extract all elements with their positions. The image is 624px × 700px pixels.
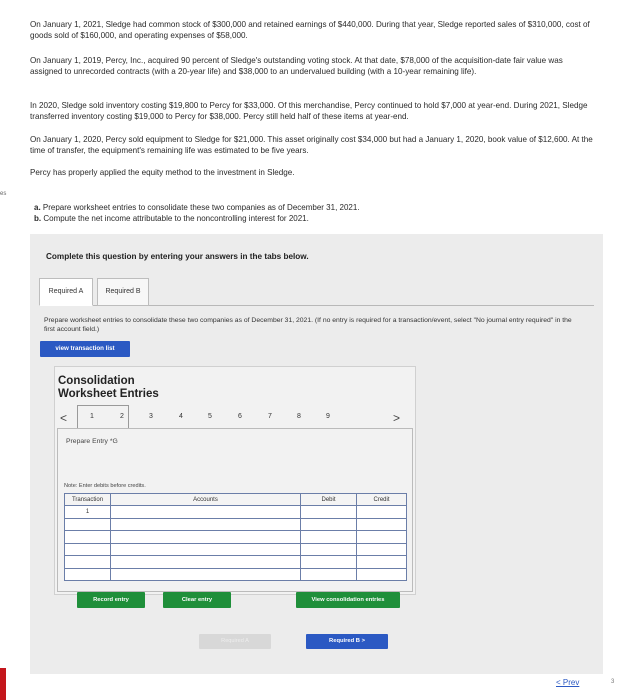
table-row: [65, 506, 407, 519]
side-stub-text: es: [0, 191, 7, 197]
page-3[interactable]: 3: [149, 413, 153, 420]
page-1[interactable]: 1: [90, 413, 94, 420]
entry-form: [57, 428, 413, 592]
transaction-cell: [65, 556, 111, 569]
worksheet-title-line2: Worksheet Entries: [58, 387, 159, 400]
credit-input[interactable]: [357, 518, 407, 531]
task-b: [34, 213, 360, 224]
account-input[interactable]: [111, 556, 301, 569]
task-a-label: a.: [34, 203, 41, 212]
next-chevron-icon: >: [361, 638, 365, 644]
journal-header-row: [65, 494, 407, 506]
transaction-cell: [65, 518, 111, 531]
journal-table: [64, 493, 407, 581]
problem-paragraph-3: In 2020, Sledge sold inventory costing $19,800 to Percy for $33,000. Of this merchandise, Percy continued to hold $7,000 at year-end. During 2021, Sledge transferred inventory costing $19,000 to Percy for $38,000. Percy still held half of these items at year-end.: [30, 101, 588, 121]
page-2[interactable]: 2: [120, 413, 124, 420]
required-tabs: [39, 278, 594, 306]
worksheet-entries-widget: [54, 366, 416, 595]
prev-entry-arrow-icon[interactable]: <: [60, 411, 68, 425]
task-b-text: Compute the net income attributable to the noncontrolling interest for 2021.: [43, 214, 309, 223]
next-required-label: Required B: [329, 638, 360, 644]
credit-input[interactable]: [357, 531, 407, 544]
account-input[interactable]: [111, 506, 301, 519]
panel-instruction: Complete this question by entering your answers in the tabs below.: [46, 252, 309, 261]
page-9[interactable]: 9: [326, 413, 330, 420]
next-entry-arrow-icon[interactable]: >: [393, 411, 401, 425]
transaction-cell: [65, 568, 111, 581]
left-edge-marker: [0, 668, 6, 700]
debit-input[interactable]: [301, 506, 357, 519]
transaction-cell: [65, 531, 111, 544]
col-debit: Debit: [301, 494, 357, 506]
table-row: [65, 531, 407, 544]
credit-input[interactable]: [357, 543, 407, 556]
table-row: [65, 518, 407, 531]
clear-entry-button[interactable]: Clear entry: [163, 592, 231, 608]
transaction-cell: 1: [65, 506, 111, 519]
problem-paragraph-2: On January 1, 2019, Percy, Inc., acquired 90 percent of Sledge's outstanding voting stock. At that date, $78,000 of the acquisition-date fair value was assigned to unrecorded contracts (with a 20-year life) and $38,000 to an undervalued building (with a 10-year remaining life).: [30, 56, 563, 76]
debit-input[interactable]: [301, 531, 357, 544]
debit-input[interactable]: [301, 543, 357, 556]
page-7[interactable]: 7: [268, 413, 272, 420]
prepare-instruction: Prepare worksheet entries to consolidate these two companies as of December 31, 2021. (If no entry is required for a transaction/event, select "No journal entry required" in the first account field.): [44, 317, 572, 333]
task-b-label: b.: [34, 214, 42, 223]
answer-panel: [30, 234, 603, 674]
tab-required-a[interactable]: Required A: [39, 278, 93, 306]
prev-required-button[interactable]: Required A: [199, 634, 271, 649]
table-row: [65, 556, 407, 569]
debits-note: Note: Enter debits before credits.: [64, 483, 146, 489]
col-credit: Credit: [357, 494, 407, 506]
credit-input[interactable]: [357, 506, 407, 519]
col-accounts: Accounts: [111, 494, 301, 506]
worksheet-title-line1: Consolidation: [58, 375, 135, 387]
task-list: [34, 202, 360, 224]
tab-required-b[interactable]: Required B: [97, 278, 149, 306]
page-6[interactable]: 6: [238, 413, 242, 420]
account-input[interactable]: [111, 568, 301, 581]
transaction-cell: [65, 543, 111, 556]
next-required-button[interactable]: [306, 634, 388, 649]
account-input[interactable]: [111, 518, 301, 531]
col-transaction: Transaction: [65, 494, 111, 506]
problem-paragraph-1: On January 1, 2021, Sledge had common stock of $300,000 and retained earnings of $440,000. During that year, Sledge reported sales of $310,000, cost of goods sold of $160,000, and operating expenses of $58,000.: [30, 20, 590, 40]
view-transaction-list-button[interactable]: view transaction list: [40, 341, 130, 357]
prev-page-link[interactable]: < Prev: [556, 678, 580, 687]
task-a: [34, 202, 360, 213]
record-entry-button[interactable]: Record entry: [77, 592, 145, 608]
problem-paragraph-5: Percy has properly applied the equity method to the investment in Sledge.: [30, 168, 295, 177]
page-8[interactable]: 8: [297, 413, 301, 420]
credit-input[interactable]: [357, 556, 407, 569]
credit-input[interactable]: [357, 568, 407, 581]
view-consolidation-entries-button[interactable]: View consolidation entries: [296, 592, 400, 608]
task-a-text: Prepare worksheet entries to consolidate these two companies as of December 31, 2021.: [42, 203, 360, 212]
table-row: [65, 568, 407, 581]
page-5[interactable]: 5: [208, 413, 212, 420]
debit-input[interactable]: [301, 518, 357, 531]
entry-label: Prepare Entry *G: [66, 438, 118, 445]
table-row: [65, 543, 407, 556]
debit-input[interactable]: [301, 568, 357, 581]
worksheet-title: [58, 375, 159, 400]
page-4[interactable]: 4: [179, 413, 183, 420]
account-input[interactable]: [111, 531, 301, 544]
account-input[interactable]: [111, 543, 301, 556]
page-indicator: 3: [611, 679, 615, 685]
problem-paragraph-4: On January 1, 2020, Percy sold equipment to Sledge for $21,000. This asset originally cost $34,000 but had a January 1, 2020, book value of $12,600. At the time of transfer, the equipment's remaining life was estimated to be five years.: [30, 135, 593, 155]
debit-input[interactable]: [301, 556, 357, 569]
